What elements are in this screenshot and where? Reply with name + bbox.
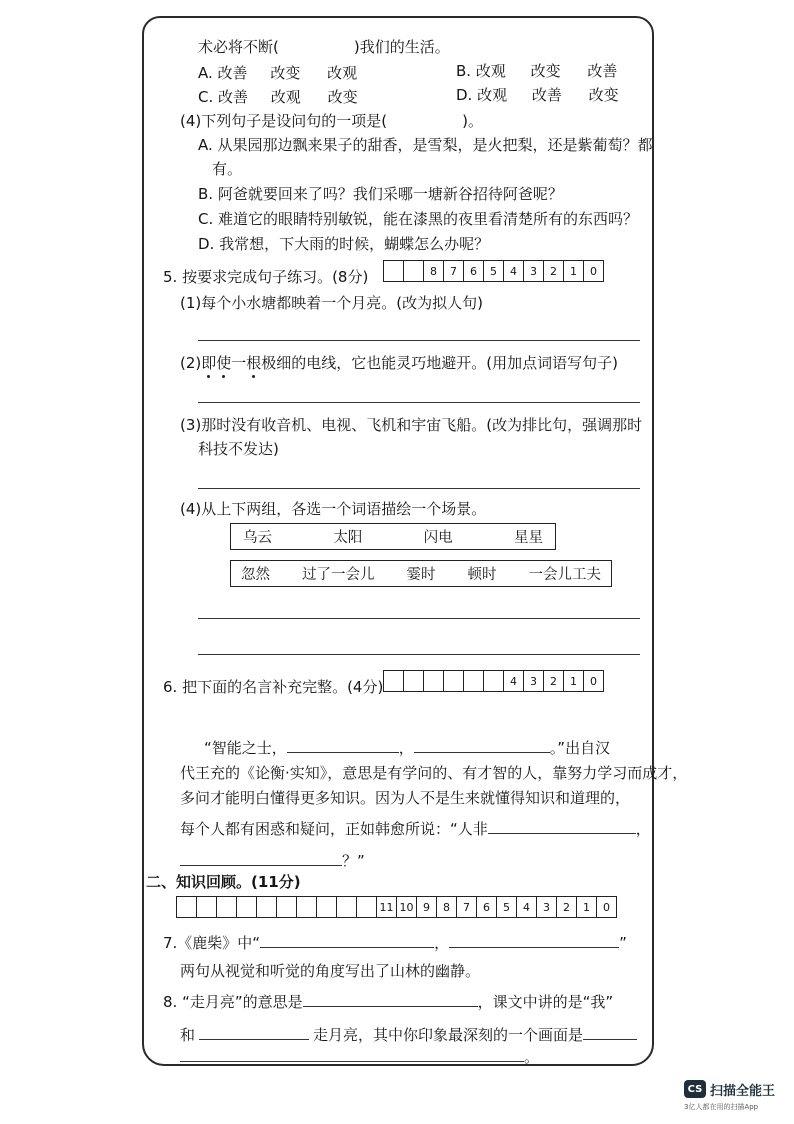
score-cell: 2	[544, 261, 564, 281]
answer-line	[198, 340, 640, 341]
fill-blank[interactable]	[488, 819, 636, 834]
fill-blank[interactable]	[583, 1025, 637, 1040]
q8-line-2: 和 走月亮，其中你印象最深刻的一个画面是	[180, 1024, 637, 1045]
score-cell: 2	[544, 671, 564, 691]
watermark-name: 扫描全能王	[710, 1084, 776, 1099]
q4-option-c: C. 难道它的眼睛特别敏锐，能在漆黑的夜里看清楚所有的东西吗？	[198, 210, 639, 228]
score-cell: 8	[437, 897, 457, 917]
score-cell: 6	[477, 897, 497, 917]
q4-option-b: B. 阿爸就要回来了吗？我们采哪一塘新谷招待阿爸呢？	[198, 185, 563, 203]
score-cell: 5	[484, 261, 504, 281]
score-cell: 5	[497, 897, 517, 917]
fill-blank[interactable]	[303, 992, 478, 1007]
score-cell: 0	[603, 900, 610, 914]
q3-stem: 术必将不断( )我们的生活。	[198, 38, 450, 56]
emphasis-dot	[222, 375, 225, 378]
answer-line	[198, 488, 640, 489]
q6-score-boxes	[383, 670, 604, 692]
score-cell: 3	[537, 897, 557, 917]
score-cell: 6	[464, 261, 484, 281]
score-cell	[297, 897, 317, 917]
answer-line	[198, 402, 640, 403]
score-cell	[444, 671, 464, 691]
score-cell	[384, 261, 404, 281]
q4-option-d: D. 我常想，下大雨的时候，蝴蝶怎么办呢？	[198, 235, 490, 253]
q4-stem: (4)下列句子是设问句的一项是( )。	[180, 112, 483, 130]
score-cell	[197, 897, 217, 917]
word-group-2: 忽然 过了一会儿 霎时 顿时 一会儿工夫	[230, 560, 612, 587]
q5-item-2: (2)即使一根极细的电线，它也能灵巧地避开。(用加点词语写句子)	[180, 354, 618, 372]
q5-item-3-cont: 科技不发达)	[198, 440, 279, 458]
q6-line-5: ？”	[180, 850, 365, 871]
score-cell	[464, 671, 484, 691]
score-cell	[337, 897, 357, 917]
q3-option-c: C. 改善 改观 改变	[198, 88, 358, 106]
score-cell	[237, 897, 257, 917]
answer-line	[198, 618, 640, 619]
score-cell: 4	[504, 261, 524, 281]
score-cell	[404, 261, 424, 281]
section-2-title: 二、知识回顾。(11分)	[146, 873, 301, 891]
score-cell: 3	[524, 671, 544, 691]
q5-item-1: (1)每个小水塘都映着一个月亮。(改为拟人句)	[180, 294, 483, 312]
score-cell: 3	[524, 261, 544, 281]
score-cell: 4	[504, 671, 524, 691]
q5-item-4: (4)从上下两组，各选一个词语描绘一个场景。	[180, 500, 487, 518]
score-cell: 0	[590, 674, 597, 688]
q8-line-3: 。	[180, 1046, 539, 1067]
score-cell	[277, 897, 297, 917]
q3-option-b: B. 改观 改变 改善	[456, 62, 618, 80]
section-2-score-boxes	[176, 896, 617, 918]
score-cell: 9	[417, 897, 437, 917]
q6-line-2: 代王充的《论衡·实知》，意思是有学问的、有才智的人，靠努力学习而成才，	[180, 764, 688, 782]
score-cell: 0	[590, 264, 597, 278]
score-cell: 4	[517, 897, 537, 917]
camscanner-logo-icon: CS	[684, 1080, 706, 1098]
word-group-1: 乌云 太阳 闪电 星星	[230, 523, 556, 550]
q6-line-3: 多问才能明白懂得更多知识。因为人不是生来就懂得知识和道理的，	[180, 789, 631, 807]
score-cell	[357, 897, 377, 917]
q7-line-1: 7.《鹿柴》中“ ， ”	[163, 934, 627, 952]
fill-blank[interactable]	[414, 738, 550, 753]
score-cell: 2	[557, 897, 577, 917]
score-cell: 1	[564, 261, 584, 281]
score-cell	[217, 897, 237, 917]
fill-blank[interactable]	[180, 851, 342, 866]
fill-blank[interactable]	[260, 933, 434, 948]
q4-option-a: A. 从果园那边飘来果子的甜香，是雪梨，是火把梨，还是紫葡萄？都	[198, 136, 653, 154]
score-cell: 8	[424, 261, 444, 281]
fill-blank[interactable]	[180, 1047, 524, 1062]
fill-blank[interactable]	[287, 738, 399, 753]
score-cell: 10	[397, 897, 417, 917]
score-cell: 11	[377, 897, 397, 917]
q5-score-boxes	[383, 260, 604, 282]
emphasis-dot	[252, 375, 255, 378]
score-cell	[317, 897, 337, 917]
score-cell: 1	[577, 897, 597, 917]
score-cell	[384, 671, 404, 691]
q6-line-4: 每个人都有困惑和疑问，正如韩愈所说：“人非 ，	[180, 820, 651, 838]
watermark-tagline: 3亿人都在用的扫描App	[684, 1103, 759, 1111]
fill-blank[interactable]	[199, 1025, 309, 1040]
q6-title: 6. 把下面的名言补充完整。(4分)	[163, 678, 384, 696]
score-cell: 1	[564, 671, 584, 691]
q8-line-1: 8. “走月亮”的意思是 ，课文中讲的是“我”	[163, 993, 614, 1011]
q5-item-3: (3)那时没有收音机、电视、飞机和宇宙飞船。(改为排比句，强调那时	[180, 416, 643, 434]
score-cell	[424, 671, 444, 691]
score-cell	[484, 671, 504, 691]
score-cell	[257, 897, 277, 917]
emphasis-dot	[207, 375, 210, 378]
score-cell: 7	[444, 261, 464, 281]
q6-line-1: “智能之士， ， 。”出自汉	[204, 739, 611, 757]
score-cell: 7	[457, 897, 477, 917]
answer-line	[198, 654, 640, 655]
q3-option-d: D. 改观 改善 改变	[456, 86, 619, 104]
score-cell	[404, 671, 424, 691]
q7-line-2: 两句从视觉和听觉的角度写出了山林的幽静。	[180, 962, 481, 980]
q3-option-a: A. 改善 改变 改观	[198, 64, 358, 82]
fill-blank[interactable]	[449, 933, 619, 948]
q5-title: 5. 按要求完成句子练习。(8分)	[163, 268, 369, 286]
score-cell	[177, 897, 197, 917]
q4-option-a-cont: 有。	[212, 160, 243, 178]
